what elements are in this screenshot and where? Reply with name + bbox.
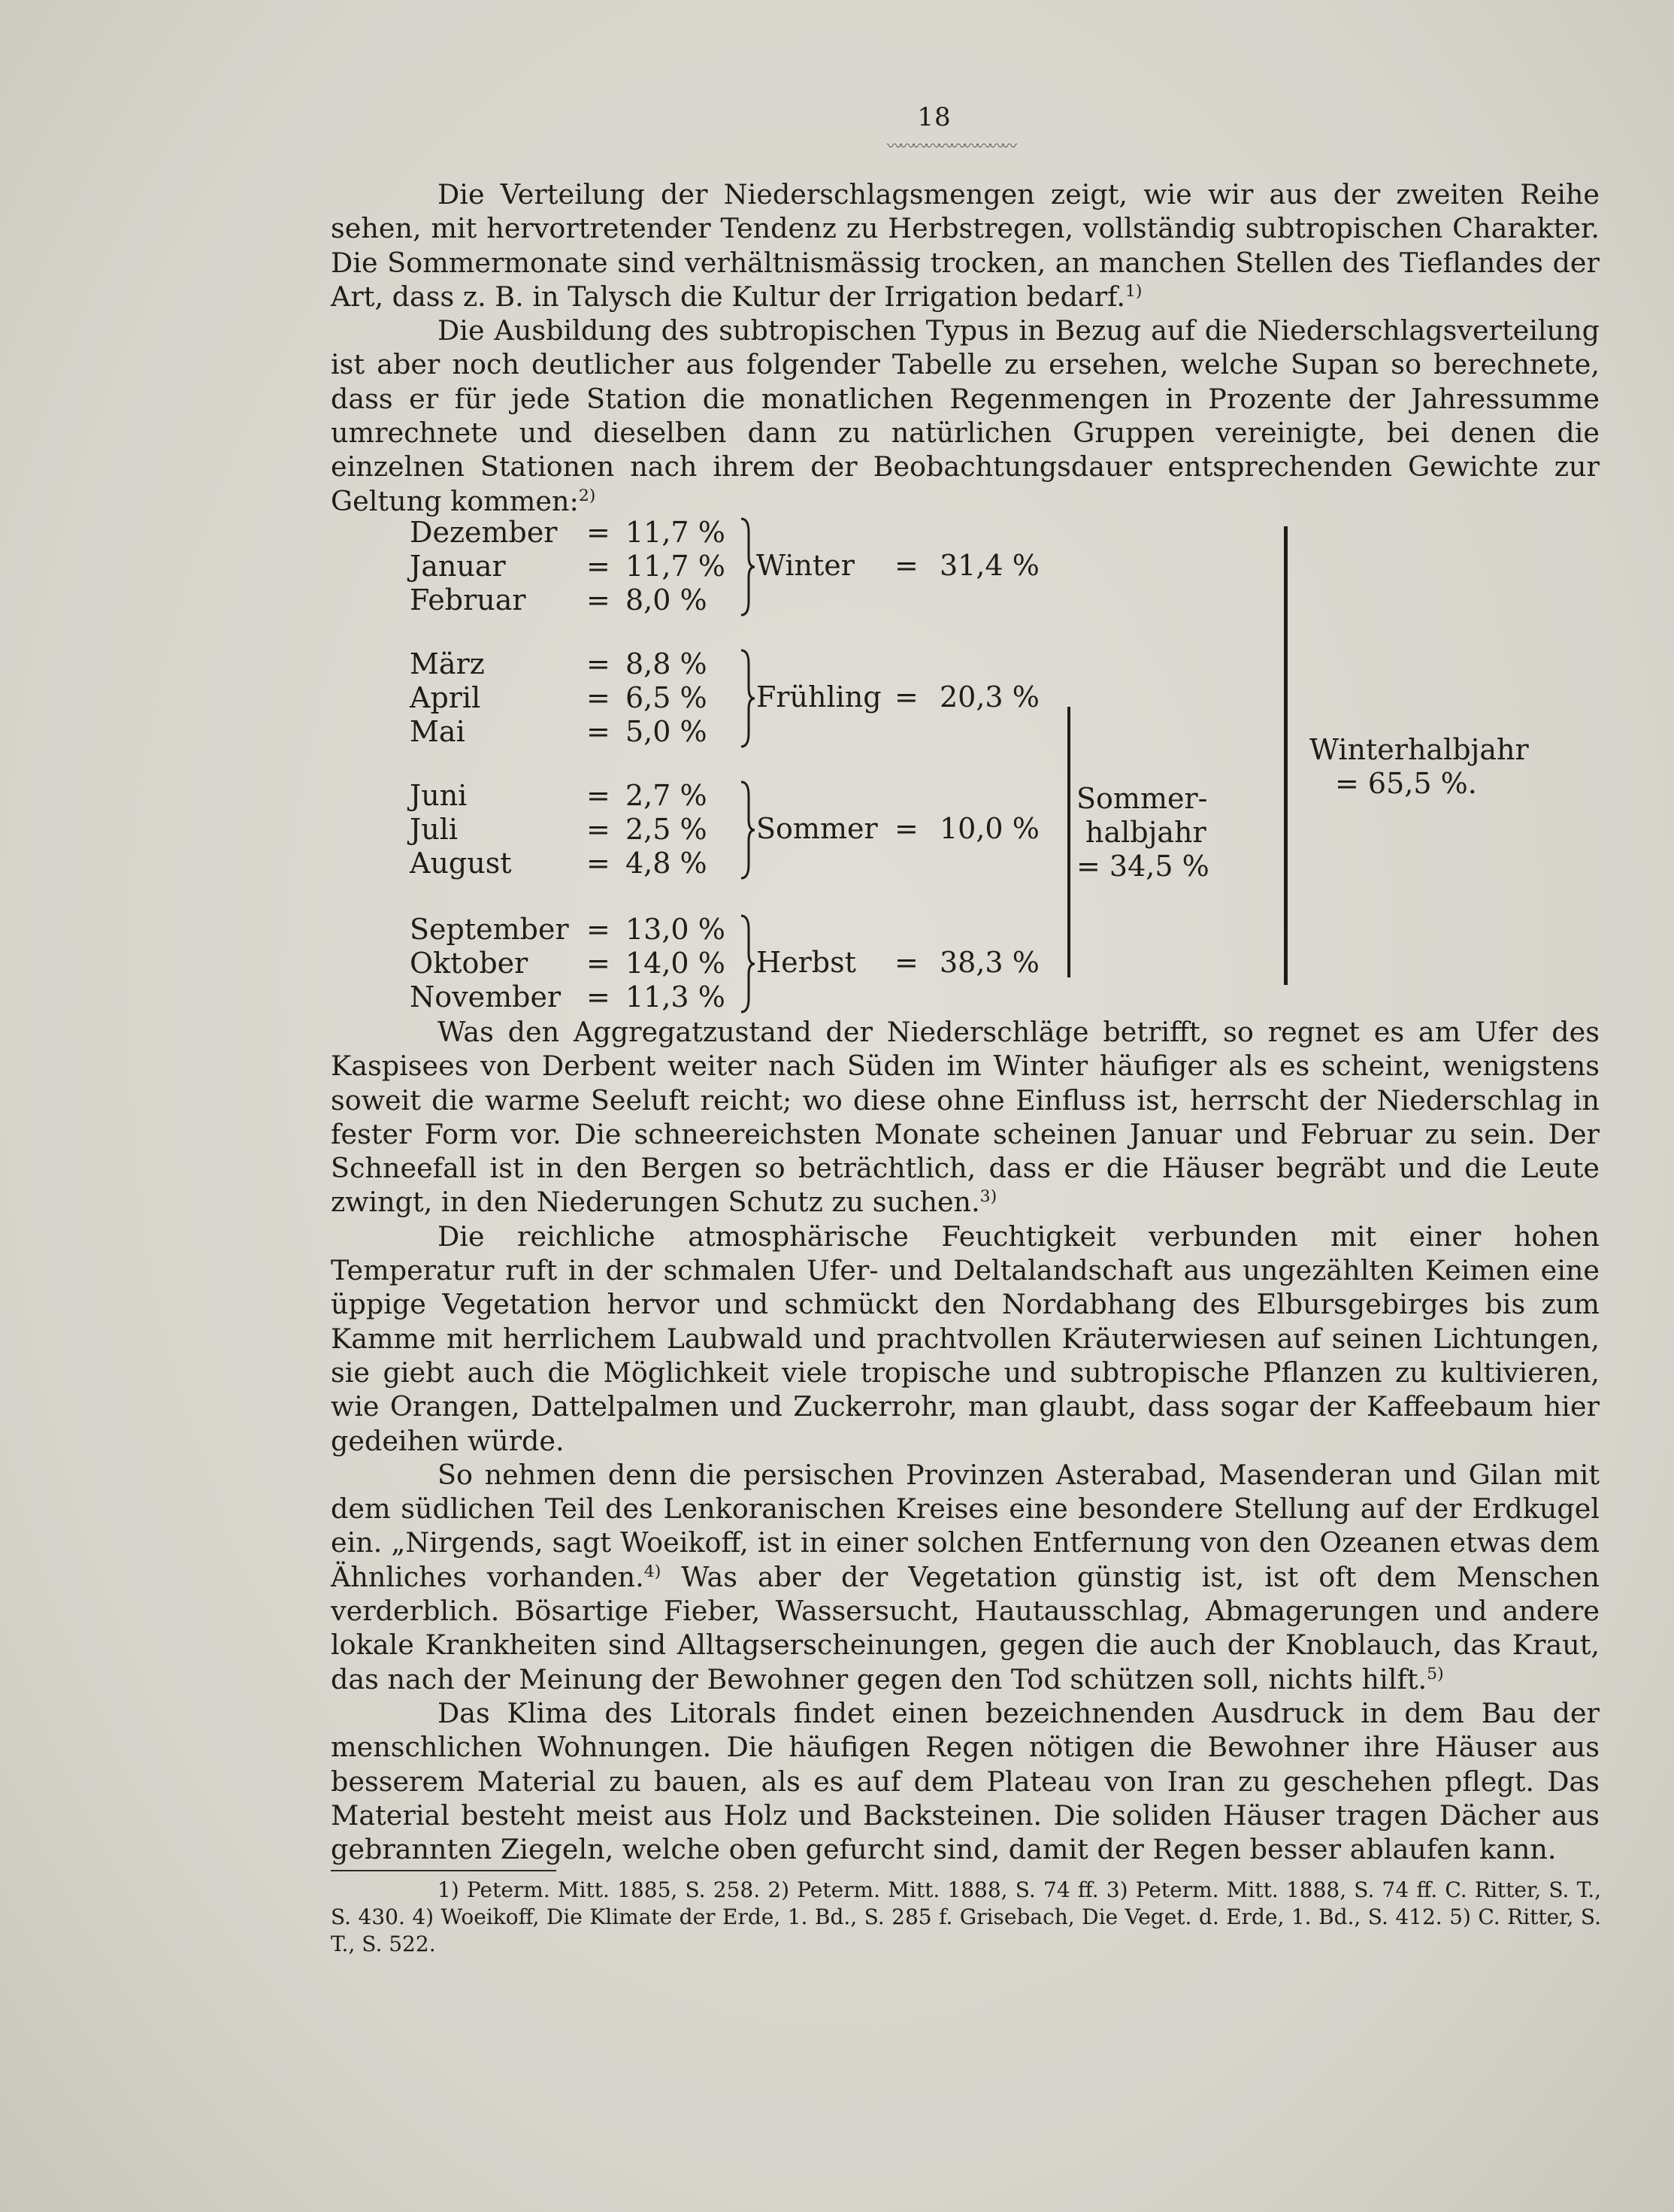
season-value: 31,4 % xyxy=(940,549,1040,582)
season-brace xyxy=(738,914,756,1014)
decorative-wave: 〰〰〰〰〰〰〰〰〰〰 xyxy=(887,137,1015,155)
footnote-ref: 2) xyxy=(578,486,596,505)
paragraph-text: So nehmen denn die persischen Provinzen Asterabad, Masenderan und Gilan mit dem südlichen Teil des Lenkoranischen Kreises eine besondere Stellung auf der Erdkugel ein. „Nirgends, sagt Woeikoff, ist in einer solchen Entfernung von den Ozeanen etwas dem Ähnliches vorhanden. xyxy=(331,1458,1600,1593)
sommerhalbjahr-label: Sommer- xyxy=(1076,782,1208,815)
month-name: Juli xyxy=(410,813,459,846)
month-name: August xyxy=(410,847,512,880)
month-value: 11,7 % xyxy=(625,516,725,549)
month-name: Oktober xyxy=(410,947,528,980)
month-name: Februar xyxy=(410,583,526,617)
season-value: 10,0 % xyxy=(940,812,1040,845)
month-value: 5,0 % xyxy=(625,715,707,748)
month-value: 8,8 % xyxy=(625,647,707,680)
month-value: 13,0 % xyxy=(625,913,725,946)
month-name: Juni xyxy=(410,779,468,812)
paragraph xyxy=(331,314,1600,518)
paragraph xyxy=(331,1696,1600,1866)
month-value: 14,0 % xyxy=(625,947,725,980)
footnote-ref: 1) xyxy=(1125,281,1143,301)
season-brace xyxy=(738,780,756,880)
body-text xyxy=(331,1015,1600,1866)
equals-sign: = xyxy=(586,913,610,946)
month-value: 2,5 % xyxy=(625,813,707,846)
month-name: April xyxy=(410,681,481,714)
equals-sign: = xyxy=(586,550,610,583)
page-number: 18 xyxy=(917,102,952,132)
sommerhalbjahr-value: = 34,5 % xyxy=(1076,850,1209,883)
footnote-divider xyxy=(331,1870,556,1871)
equals-sign: = xyxy=(586,779,610,812)
equals-sign: = xyxy=(586,516,610,549)
equals-sign: = xyxy=(895,946,919,979)
equals-sign: = xyxy=(586,947,610,980)
paragraph xyxy=(331,177,1600,314)
season-value: 38,3 % xyxy=(940,946,1040,979)
equals-sign: = xyxy=(895,680,919,714)
footnote-ref: 3) xyxy=(979,1187,997,1207)
winterhalbjahr-value: = 65,5 %. xyxy=(1335,767,1477,800)
month-value: 11,3 % xyxy=(625,980,725,1014)
paragraph-text: Was aber der Vegetation günstig ist, ist oft dem Menschen verderblich. Bösartige Fieber, Wassersucht, Hautausschlag, Abmagerungen und andere lokale Krankheiten sind Alltagserscheinungen, gegen die auch der Knoblauch, das Kraut, das nach der Meinung der Bewohner gegen den Tod schützen soll, nichts hilft. xyxy=(331,1560,1600,1695)
intro-text xyxy=(331,177,1600,518)
month-name: Mai xyxy=(410,715,465,748)
month-name: Januar xyxy=(410,550,506,583)
paragraph-text: Die reichliche atmosphärische Feuchtigkeit verbunden mit einer hohen Temperatur ruft in der schmalen Ufer- und Deltalandschaft aus ungezählten Keimen eine üppige Vegetation hervor und schmückt den Nordabhang des Elbursgebirges bis zum Kamme mit herrlichem Laubwald und prachtvollen Kräuterwiesen auf seinen Lichtungen, sie giebt auch die Möglichkeit viele tropische und subtropische Pflanzen zu kultivieren, wie Orangen, Dattelpalmen und Zuckerrohr, man glaubt, dass sogar der Kaffeebaum hier gedeihen würde. xyxy=(331,1220,1600,1457)
equals-sign: = xyxy=(895,549,919,582)
paragraph-text: Das Klima des Litorals findet einen bezeichnenden Ausdruck in dem Bau der menschlichen Wohnungen. Die häufigen Regen nötigen die Bewohner ihre Häuser aus besserem Material zu bauen, als es auf dem Plateau von Iran zu geschehen pflegt. Das Material besteht meist aus Holz und Backsteinen. Die soliden Häuser tragen Dächer aus gebrannten Ziegeln, welche oben gefurcht sind, damit der Regen besser ablaufen kann. xyxy=(331,1696,1600,1866)
season-brace xyxy=(738,517,756,617)
paragraph-text: Die Ausbildung des subtropischen Typus in Bezug auf die Niederschlagsverteilung ist aber noch deutlicher aus folgender Tabelle zu ersehen, welche Supan so berechnete, dass er für jede Station die monatlichen Regenmengen in Prozente der Jahressumme umrechnete und dieselben dann zu natürlichen Gruppen vereinigte, bei denen die einzelnen Stationen nach ihrem der Beobachtungsdauer entsprechenden Gewichte zur Geltung kommen: xyxy=(331,314,1600,517)
month-name: März xyxy=(410,647,485,680)
footnote-ref: 4) xyxy=(643,1562,661,1581)
season-name: Herbst xyxy=(756,946,856,979)
month-value: 11,7 % xyxy=(625,550,725,583)
equals-sign: = xyxy=(895,812,919,845)
season-value: 20,3 % xyxy=(940,680,1040,714)
paragraph-text: Die Verteilung der Niederschlagsmengen zeigt, wie wir aus der zweiten Reihe sehen, mit hervortretender Tendenz zu Herbstregen, vollständig subtropischen Charakter. Die Sommermonate sind verhältnismässig trocken, an manchen Stellen des Tieflandes der Art, dass z. B. in Talysch die Kultur der Irrigation bedarf. xyxy=(331,178,1600,313)
equals-sign: = xyxy=(586,681,610,714)
paragraph xyxy=(331,1220,1600,1458)
month-value: 2,7 % xyxy=(625,779,707,812)
footnote-ref: 5) xyxy=(1427,1664,1444,1683)
equals-sign: = xyxy=(586,980,610,1014)
equals-sign: = xyxy=(586,647,610,680)
bracket-line xyxy=(1284,526,1288,985)
footnotes xyxy=(331,1877,1601,1958)
month-value: 4,8 % xyxy=(625,847,707,880)
winterhalbjahr-label: Winterhalbjahr xyxy=(1309,733,1529,766)
footnote-text: 1) Peterm. Mitt. 1885, S. 258. 2) Peterm. Mitt. 1888, S. 74 ff. 3) Peterm. Mitt. 1888, S. 74 ff. C. Ritter, S. T., S. 430. 4) Woeikoff, Die Klimate der Erde, 1. Bd., S. 285 f. Grisebach, Die Veget. d. Erde, 1. Bd., S. 412. 5) C. Ritter, S. T., S. 522. xyxy=(331,1877,1601,1956)
month-name: November xyxy=(410,980,562,1014)
month-name: Dezember xyxy=(410,516,558,549)
bracket-line xyxy=(1067,707,1070,977)
season-name: Frühling xyxy=(756,680,882,714)
equals-sign: = xyxy=(586,813,610,846)
season-name: Sommer xyxy=(756,812,878,845)
sommerhalbjahr-label: halbjahr xyxy=(1085,816,1206,849)
equals-sign: = xyxy=(586,715,610,748)
equals-sign: = xyxy=(586,847,610,880)
paragraph xyxy=(331,1015,1600,1220)
paragraph xyxy=(331,1458,1600,1696)
season-brace xyxy=(738,649,756,748)
month-value: 6,5 % xyxy=(625,681,707,714)
season-name: Winter xyxy=(756,549,855,582)
paragraph-text: Was den Aggregatzustand der Niederschläge betrifft, so regnet es am Ufer des Kaspisees von Derbent weiter nach Süden im Winter häufiger als es scheint, wenigstens soweit die warme Seeluft reicht; wo diese ohne Einfluss ist, herrscht der Niederschlag in fester Form vor. Die schneereichsten Monate scheinen Januar und Februar zu sein. Der Schneefall ist in den Bergen so beträchtlich, dass er die Häuser begräbt und die Leute zwingt, in den Niederungen Schutz zu suchen. xyxy=(331,1016,1600,1219)
equals-sign: = xyxy=(586,583,610,617)
month-value: 8,0 % xyxy=(625,583,707,617)
month-name: September xyxy=(410,913,569,946)
